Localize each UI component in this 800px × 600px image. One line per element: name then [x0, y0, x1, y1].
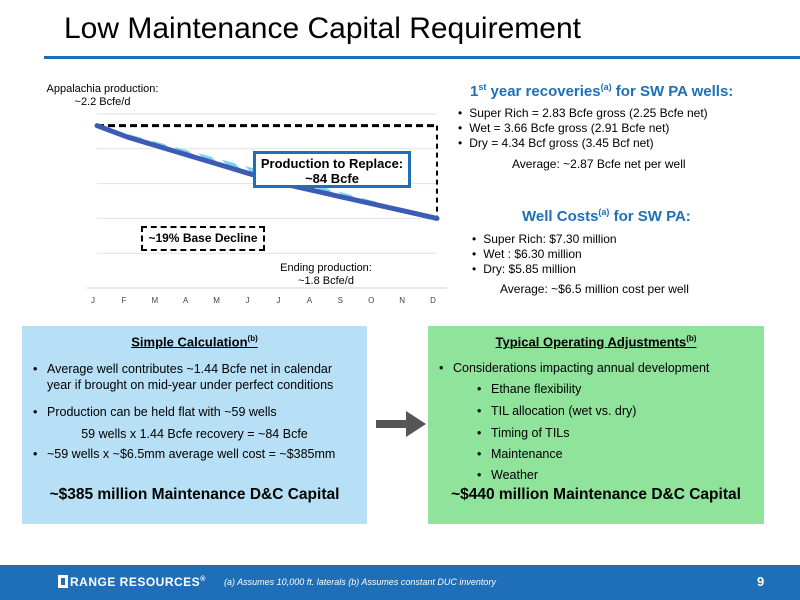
- rec-head-sup1: st: [478, 82, 487, 92]
- start-label-line1: Appalachia production:: [46, 83, 159, 95]
- recovery-item: • Super Rich = 2.83 Bcfe gross (2.25 Bcfe net): [458, 106, 708, 121]
- cost-item: • Dry: $5.85 million: [472, 262, 617, 277]
- logo-text: RANGE RESOURCES: [70, 575, 201, 589]
- page-title: Low Maintenance Capital Requirement: [64, 12, 581, 45]
- footer-bar: [0, 565, 800, 600]
- typical-total: ~$440 million Maintenance D&C Capital: [451, 486, 741, 503]
- decline-point: [404, 209, 408, 213]
- x-tick-label: J: [245, 296, 250, 305]
- start-label-line2: ~2.2 Bcfe/d: [74, 96, 131, 108]
- well-costs-heading: [522, 207, 691, 225]
- replace-line1: Production to Replace:: [260, 156, 404, 171]
- x-tick-label: M: [213, 296, 220, 305]
- simple-calc-line: 59 wells x 1.44 Bcfe recovery = ~84 Bcfe: [81, 427, 308, 441]
- base-decline-callout: ~19% Base Decline: [141, 226, 265, 251]
- simple-head-text: Simple Calculation: [131, 334, 248, 350]
- rec-head-pre: 1: [470, 83, 479, 100]
- logo-mark-icon: [58, 575, 68, 588]
- production-decline-chart: [40, 80, 452, 320]
- start-production-label: [40, 83, 165, 109]
- title-divider: [44, 56, 800, 59]
- x-tick-label: J: [91, 296, 95, 305]
- x-tick-label: J: [276, 296, 281, 305]
- x-tick-label: O: [368, 296, 375, 305]
- replace-line2: ~84 Bcfe: [305, 171, 359, 186]
- decline-point: [219, 163, 223, 167]
- cost-item: • Wet : $6.30 million: [472, 247, 617, 262]
- x-tick-label: A: [306, 296, 313, 305]
- costs-average: Average: ~$6.5 million cost per well: [500, 282, 689, 296]
- x-tick-label: A: [183, 296, 189, 305]
- recoveries-average: Average: ~2.87 Bcfe net per well: [512, 157, 686, 171]
- cost-head-pre: Well Costs: [522, 208, 599, 225]
- x-tick-label: D: [430, 296, 436, 305]
- x-tick-label: S: [337, 296, 343, 305]
- simple-head-sup: (b): [247, 334, 258, 343]
- recoveries-heading: [470, 82, 733, 100]
- typical-sub-item: • TIL allocation (wet vs. dry): [491, 403, 636, 419]
- typical-adjustments-panel: [428, 326, 764, 524]
- company-logo: [58, 575, 206, 589]
- simple-calculation-panel: [22, 326, 367, 524]
- x-tick-label: N: [399, 296, 405, 305]
- chart-svg: [40, 80, 452, 320]
- decline-point: [311, 189, 315, 193]
- recovery-item: • Dry = 4.34 Bcf gross (3.45 Bcf net): [458, 136, 708, 151]
- simple-calc-total: ~$385 million Maintenance D&C Capital: [49, 486, 340, 503]
- production-to-replace-callout: [253, 151, 411, 188]
- cost-head-sup: (a): [598, 207, 610, 217]
- recoveries-list: [458, 106, 708, 151]
- rec-head-post: for SW PA wells:: [611, 83, 734, 100]
- end-production-label: [266, 262, 386, 288]
- typical-head-sup: (b): [686, 334, 697, 343]
- rec-head-sup2: (a): [600, 82, 612, 92]
- end-label-line1: Ending production:: [280, 262, 372, 274]
- decline-point: [373, 202, 377, 206]
- footnote: (a) Assumes 10,000 ft. laterals (b) Assumes constant DUC inventory: [224, 577, 496, 587]
- typical-sub-item: • Ethane flexibility: [491, 381, 581, 397]
- x-tick-label: M: [151, 296, 159, 305]
- typical-bullet-1: • Considerations impacting annual development: [453, 360, 758, 376]
- decline-point: [157, 144, 161, 148]
- typical-head-text: Typical Operating Adjustments: [495, 334, 687, 350]
- typical-sub-item: • Maintenance: [491, 446, 563, 462]
- rec-head-mid: year recoveries: [486, 83, 601, 100]
- decline-point: [342, 196, 346, 200]
- x-tick-label: F: [121, 296, 127, 305]
- decline-point: [435, 216, 439, 220]
- cost-item: • Super Rich: $7.30 million: [472, 232, 617, 247]
- simple-calc-heading: [22, 334, 367, 349]
- cost-head-post: for SW PA:: [609, 208, 691, 225]
- well-costs-list: [472, 232, 617, 277]
- logo-registered: ®: [200, 576, 206, 583]
- simple-bullet-2: • Production can be held flat with ~59 wells: [47, 404, 357, 420]
- typical-heading: [428, 334, 764, 349]
- typical-sub-item: • Timing of TILs: [491, 425, 570, 441]
- page-number: 9: [757, 574, 765, 589]
- right-arrow-icon: [376, 411, 426, 437]
- decline-point: [188, 154, 192, 158]
- simple-bullet-3: • ~59 wells x ~$6.5mm average well cost = ~$385mm: [47, 446, 362, 462]
- decline-point: [126, 135, 130, 139]
- decline-point: [95, 124, 99, 128]
- typical-sub-item: • Weather: [491, 467, 538, 483]
- simple-bullet-1: • Average well contributes ~1.44 Bcfe net in calendar year if brought on mid-year under perfect conditions: [47, 361, 357, 393]
- recovery-item: • Wet = 3.66 Bcfe gross (2.91 Bcfe net): [458, 121, 708, 136]
- end-label-line2: ~1.8 Bcfe/d: [298, 275, 354, 287]
